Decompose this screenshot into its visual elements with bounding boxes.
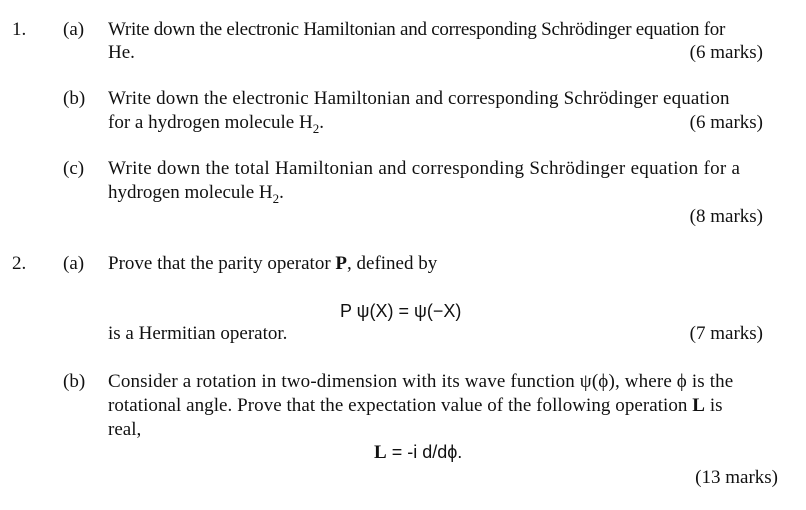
question-2-number: 2. [12,253,27,274]
q2a-label: (a) [63,253,85,274]
q2b-label: (b) [63,371,86,392]
parity-equation: P ψ(X) = ψ(−X) [340,301,462,321]
q2a-line1: Prove that the parity operator P, defined by [108,253,438,274]
q1b-marks: (6 marks) [689,112,763,133]
q1b-line1: Write down the electronic Hamiltonian and corresponding Schrödinger equation [108,88,730,109]
q1c-line1: Write down the total Hamiltonian and corresponding Schrödinger equation for a [108,158,741,179]
q2b-line3: real, [108,419,142,440]
q1b-line2: for a hydrogen molecule $H_2$. [108,112,324,136]
q2a-line2: is a Hermitian operator. [108,323,288,344]
q2a-marks: (7 marks) [689,323,763,344]
q2b-line2: rotational angle. Prove that the expectation value of the following operation L is [108,395,723,416]
q1a-marks: (6 marks) [689,42,763,63]
question-1-number: 1. [12,19,27,40]
angular-operator-equation: L = -i d/dϕ. [374,442,463,463]
q2b-line1: Consider a rotation in two-dimension with its wave function ψ(ϕ), where ϕ is the [108,371,734,392]
q2b-marks: (13 marks) [695,467,778,488]
q1a-line1: Write down the electronic Hamiltonian and corresponding Schrödinger equation for [108,19,726,40]
q1c-label: (c) [63,158,85,179]
q1c-line2: hydrogen molecule $H_2$. [108,182,284,206]
q1a-label: (a) [63,19,85,40]
q1b-label: (b) [63,88,86,109]
q1c-marks: (8 marks) [689,206,763,227]
q1a-line2: He. [108,42,135,63]
